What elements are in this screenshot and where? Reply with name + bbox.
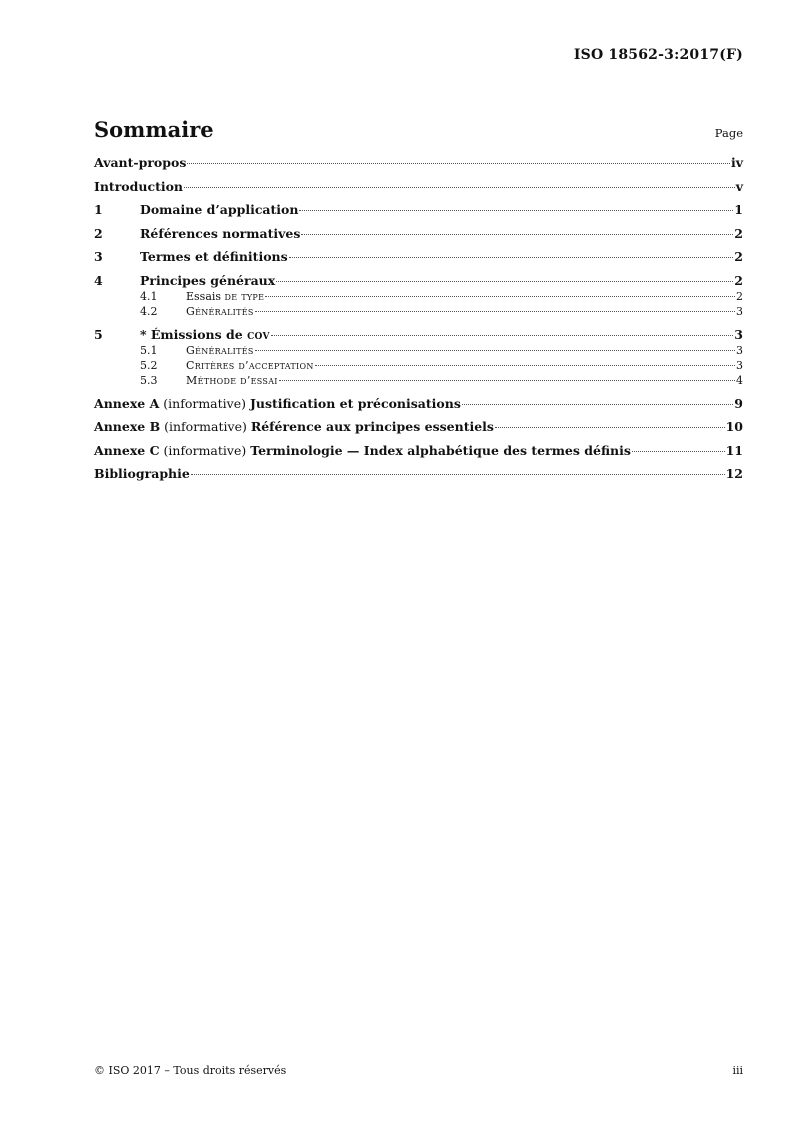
page-column-label: Page — [714, 126, 743, 140]
toc-entry-label: Introduction — [94, 178, 184, 194]
toc-entry-4-2[interactable] — [94, 305, 743, 327]
leader-dots — [184, 187, 735, 188]
footer-copyright: © ISO 2017 – Tous droits réservés — [94, 1064, 287, 1077]
toc-entry-number: 3 — [94, 249, 103, 264]
toc-entry-label: Bibliographie — [94, 466, 190, 481]
toc-entry-label — [140, 327, 270, 342]
toc-entry-page: 2 — [734, 225, 743, 241]
toc-entry-label: Terminologie — Index alphabétique des termes définis — [250, 442, 631, 458]
toc-entry-number: 5 — [94, 326, 103, 342]
toc-entry-label: Généralités — [186, 343, 254, 357]
toc-entry-label: Généralités — [186, 304, 254, 318]
toc-entry-annex-b[interactable] — [94, 419, 743, 443]
annex-label: Annexe A — [94, 395, 160, 411]
toc-entry-5-3[interactable] — [94, 374, 743, 396]
toc-entry-page: 2 — [734, 272, 743, 288]
toc-entry-number: 4.2 — [140, 304, 158, 318]
toc-entry-number: 5.2 — [140, 358, 158, 372]
leader-dots — [289, 257, 734, 258]
toc-entry-number: 5.3 — [140, 373, 158, 387]
document-id: ISO 18562-3:2017(F) — [573, 47, 743, 63]
toc-entry-label: Justification et préconisations — [249, 395, 461, 411]
toc-entry-page: 12 — [725, 466, 743, 481]
annex-informative: (informative) — [160, 419, 251, 434]
toc-entry-label: Références normatives — [140, 225, 301, 241]
toc-entry-bibliographie[interactable] — [94, 466, 743, 490]
toc-entry-page: 3 — [736, 358, 743, 372]
leader-dots — [271, 335, 733, 336]
leader-dots — [265, 296, 735, 297]
toc-entry-page: 3 — [734, 326, 743, 342]
toc-entry-page: 4 — [736, 373, 743, 387]
leader-dots — [255, 350, 735, 351]
toc-entry-page: 3 — [736, 304, 743, 318]
toc-entry-number: 5.1 — [140, 343, 158, 357]
toc-entry-label: Référence aux principes essentiels — [250, 419, 494, 434]
leader-dots — [301, 234, 733, 235]
toc-entry-5-1[interactable] — [94, 344, 743, 359]
toc-entry-5[interactable] — [94, 327, 743, 344]
toc-entry-2[interactable] — [94, 226, 743, 250]
table-of-contents — [94, 155, 743, 490]
toc-entry-label-text: Essais — [186, 289, 225, 303]
toc-entry-label: Avant-propos — [94, 155, 187, 170]
toc-entry-label: Méthode d’essai — [186, 373, 278, 387]
toc-entry-label-smallcaps: de type — [224, 289, 265, 303]
toc-entry-label-smallcaps: cov — [247, 326, 270, 342]
toc-entry-label: Termes et définitions — [140, 249, 288, 264]
toc-entry-label-text: * Émissions de — [140, 326, 248, 342]
toc-entry-page: 10 — [725, 419, 743, 434]
toc-entry-number: 4.1 — [140, 289, 158, 303]
toc-header — [94, 112, 743, 142]
toc-entry-page: 11 — [725, 442, 743, 458]
toc-entry-4[interactable] — [94, 273, 743, 290]
toc-entry-number: 1 — [94, 202, 103, 217]
annex-label: Annexe B — [94, 419, 161, 434]
toc-entry-4-1[interactable] — [94, 290, 743, 305]
leader-dots — [462, 404, 733, 405]
annex-informative: (informative) — [159, 442, 251, 458]
toc-entry-page: 1 — [734, 202, 743, 217]
toc-entry-label: Principes généraux — [140, 272, 276, 288]
leader-dots — [495, 427, 725, 428]
annex-label: Annexe C — [94, 442, 160, 458]
leader-dots — [315, 365, 735, 366]
leader-dots — [299, 210, 733, 211]
toc-entry-1[interactable] — [94, 202, 743, 226]
toc-entry-page: 9 — [734, 395, 743, 411]
leader-dots — [187, 163, 730, 164]
toc-entry-label: Critères d’acceptation — [186, 358, 314, 372]
leader-dots — [632, 451, 725, 452]
toc-entry-page: 3 — [736, 343, 743, 357]
toc-entry-3[interactable] — [94, 249, 743, 273]
toc-entry-number: 2 — [94, 225, 103, 241]
toc-entry-avant-propos[interactable] — [94, 155, 743, 179]
leader-dots — [276, 281, 733, 282]
toc-entry-page: 2 — [736, 289, 743, 303]
toc-entry-introduction[interactable] — [94, 179, 743, 203]
page-title: Sommaire — [94, 117, 214, 142]
toc-entry-annex-a[interactable] — [94, 396, 743, 420]
toc-entry-5-2[interactable] — [94, 359, 743, 374]
toc-entry-page: v — [735, 178, 743, 194]
leader-dots — [191, 474, 725, 475]
toc-entry-number: 4 — [94, 272, 103, 288]
footer-page-number: iii — [732, 1064, 743, 1077]
toc-entry-annex-c[interactable] — [94, 443, 743, 467]
leader-dots — [255, 311, 735, 312]
annex-informative: (informative) — [159, 395, 250, 411]
toc-entry-label — [186, 290, 264, 303]
leader-dots — [279, 380, 735, 381]
toc-entry-label: Domaine d’application — [140, 202, 299, 217]
toc-entry-page: iv — [730, 155, 743, 170]
toc-entry-page: 2 — [734, 249, 743, 264]
